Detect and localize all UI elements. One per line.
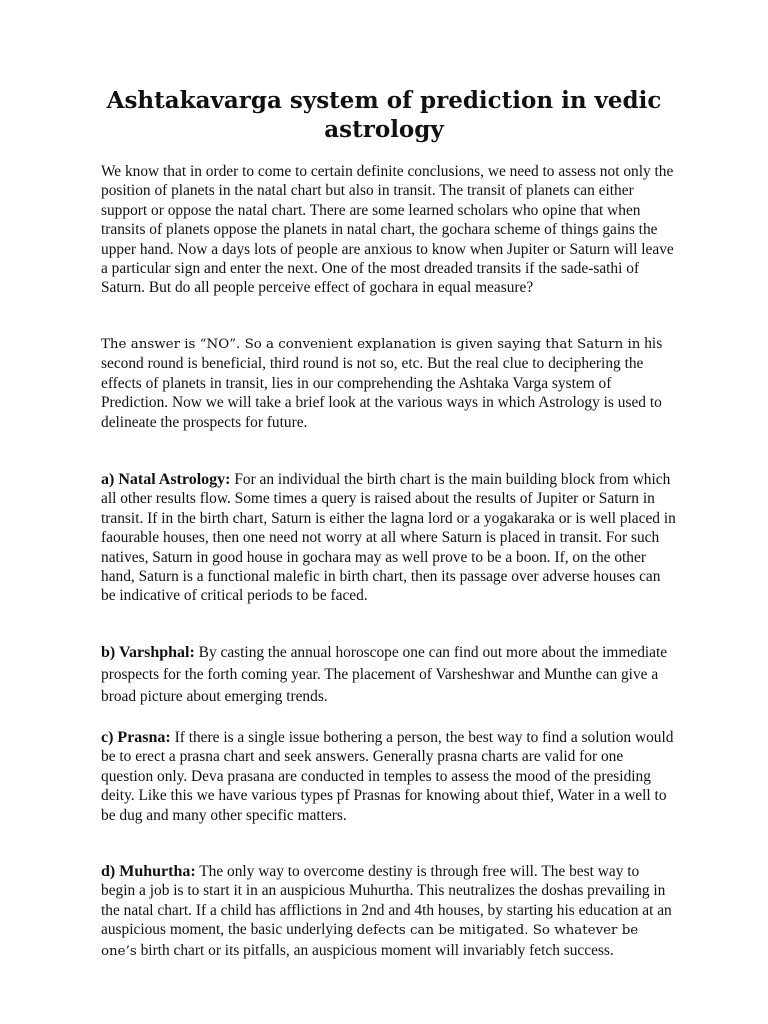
answer-paragraph xyxy=(101,334,676,432)
natal-astrology-text: For an individual the birth chart is the main building block from which all other results flow. Some times a query is raised about the results of Jupiter or Saturn in transit. If in the birth chart, Saturn is either the lagna lord or a yogakaraka or is well placed in faourable houses, then one need not worry at all where Saturn is placed in transit. For such natives, Saturn in good house in gochara may as well prove to be a boon. If, on the other hand, Saturn is a functional malefic in birth chart, then its passage over adverse houses can be indicative of critical periods to be faced. xyxy=(101,471,676,605)
muhurtha-label: d) Muhurtha: xyxy=(101,863,196,880)
section-natal-astrology xyxy=(101,470,676,606)
page-title: Ashtakavarga system of prediction in vedic astrology xyxy=(106,87,662,143)
intro-paragraph: We know that in order to come to certain definite conclusions, we need to assess not only the position of planets in the natal chart but also in transit. The transit of planets can either support or oppose the natal chart. There are some learned scholars who opine that when transits of planets oppose the planets in natal chart, the gochara scheme of things gains the upper hand. Now a days lots of people are anxious to know when Jupiter or Saturn will leave a particular sign and enter the next. One of the most dreaded transits if the sade-sathi of Saturn. But do all people perceive effect of gochara in equal measure? xyxy=(101,163,674,297)
natal-astrology-label: a) Natal Astrology: xyxy=(101,471,231,488)
prasna-text: If there is a single issue bothering a person, the best way to find a solution would be to erect a prasna chart and seek answers. Generally prasna charts are valid for one question only. Deva prasana are conducted in temples to assess the mood of the presiding deity. Like this we have various types pf Prasnas for knowing about thief, Water in a well to be dug and many other specific matters. xyxy=(101,729,674,824)
section-muhurtha xyxy=(101,862,676,961)
varshphal-text: By casting the annual horoscope one can find out more about the immediate prospects for the forth coming year. The placement of Varsheshwar and Munthe can give a broad picture about emerging trends. xyxy=(101,644,668,705)
muhurtha-text-start: The only way to overcome destiny is through free will. The best way to begin a job is to start it in an auspicious Muhurtha. This neutralizes the doshas prevailing in the natal chart. If a child has afflictions in 2nd and 4th houses, by starting his education at an auspicious moment, the basic underlying xyxy=(101,863,672,939)
answer-body: his second round is beneficial, third round is not so, etc. But the real clue to deciphering the effects of planets in transit, lies in our comprehending the Ashtaka Varga system of Prediction. Now we will take a brief look at the various ways in which Astrology is used to delineate the prospects for future. xyxy=(101,335,663,431)
section-prasna xyxy=(101,728,676,825)
muhurtha-text-end: birth chart or its pitfalls, an auspicious moment will invariably fetch success. xyxy=(136,941,614,959)
varshphal-label: b) Varshphal: xyxy=(101,644,195,661)
section-varshphal xyxy=(101,642,676,708)
muhurtha-emphasis: defects can be mitigated. So whatever be one’s xyxy=(101,923,639,959)
answer-lead: The answer is “NO”. So a convenient explanation is given saying that Saturn in xyxy=(101,337,641,352)
prasna-label: c) Prasna: xyxy=(101,729,171,746)
